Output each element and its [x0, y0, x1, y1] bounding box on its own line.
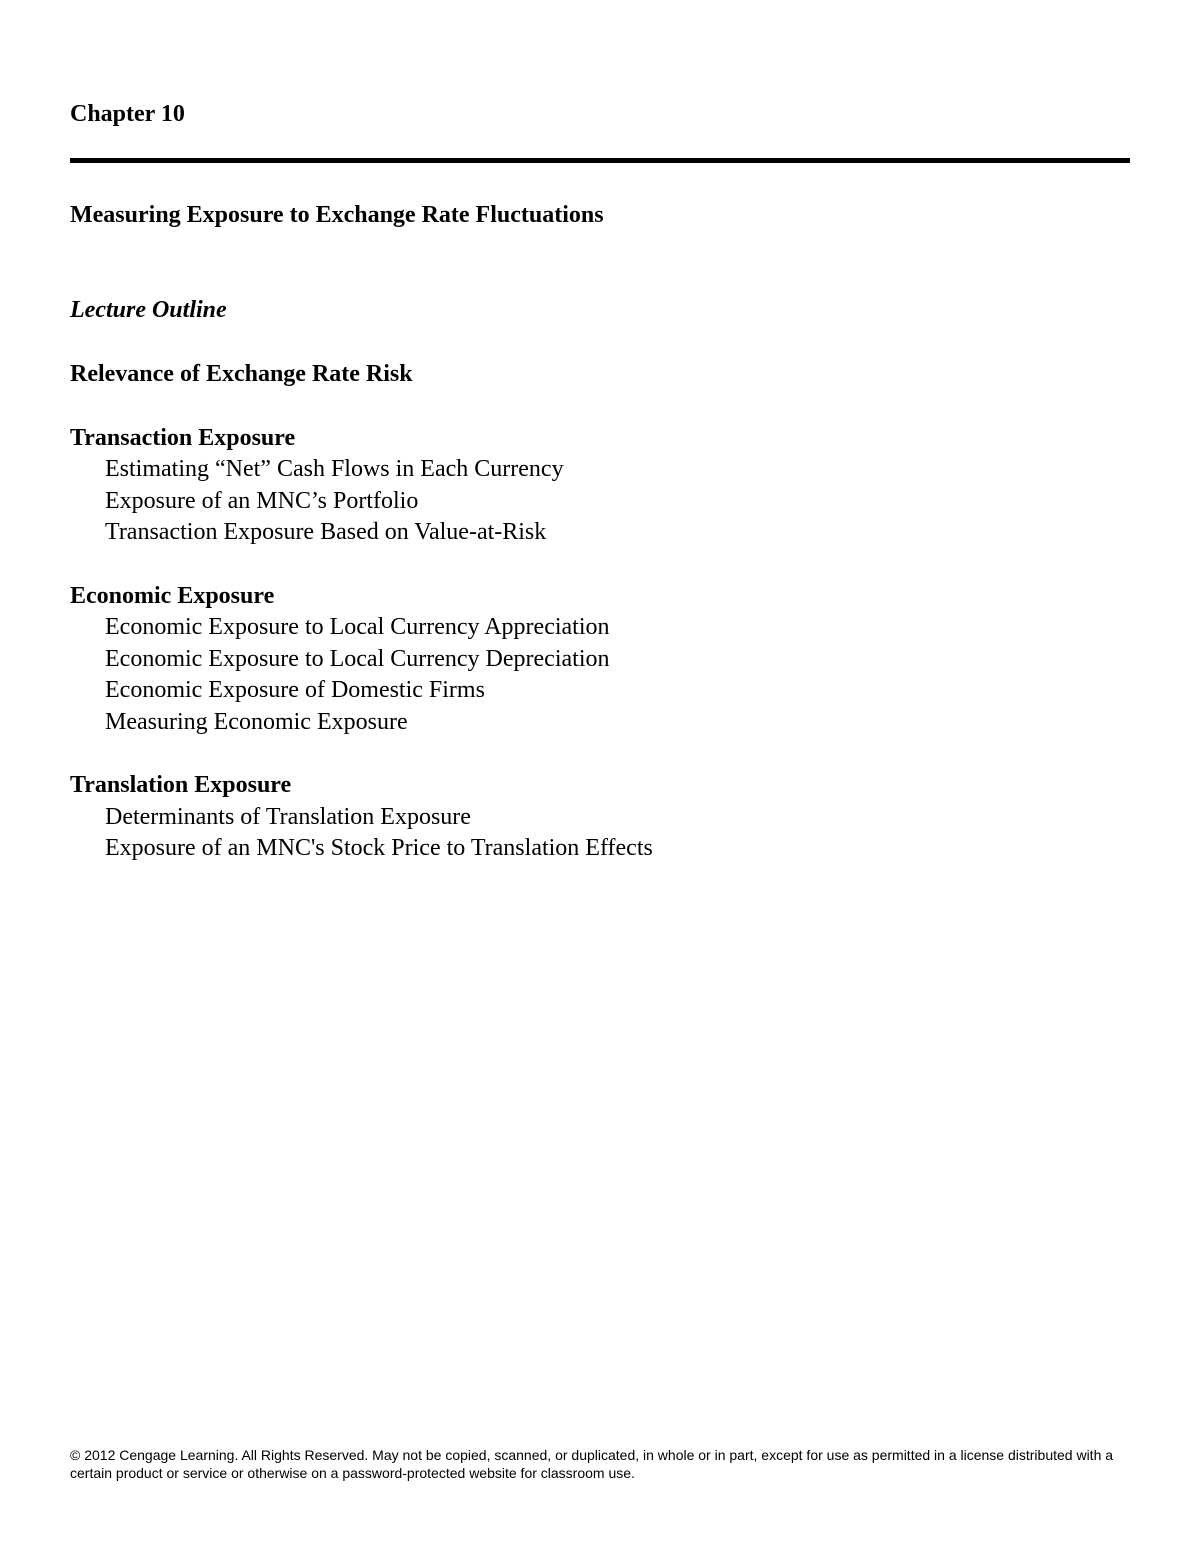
- section-title: Translation Exposure: [70, 772, 292, 798]
- outline-item: Economic Exposure to Local Currency Appreciation: [105, 614, 610, 640]
- outline-item: Transaction Exposure Based on Value-at-Risk: [105, 519, 547, 545]
- outline-section-transaction: [70, 423, 1130, 549]
- section-item-list: [70, 612, 1130, 738]
- chapter-divider: [70, 158, 1130, 163]
- outline-item: Economic Exposure to Local Currency Depreciation: [105, 645, 610, 672]
- outline-item: Economic Exposure of Domestic Firms: [105, 677, 485, 703]
- outline-item: Measuring Economic Exposure: [105, 708, 408, 735]
- section-title: Transaction Exposure: [70, 424, 296, 451]
- section-item-list: [70, 454, 1130, 549]
- lecture-outline: [70, 359, 1130, 897]
- outline-section-economic: [70, 581, 1130, 739]
- outline-item: Exposure of an MNC’s Portfolio: [105, 487, 419, 514]
- outline-item: Estimating “Net” Cash Flows in Each Currency: [105, 456, 564, 482]
- outline-item: Exposure of an MNC's Stock Price to Translation Effects: [105, 835, 653, 861]
- chapter-label: Chapter 10: [70, 101, 185, 127]
- outline-item: Determinants of Translation Exposure: [105, 803, 471, 830]
- copyright-footer: © 2012 Cengage Learning. All Rights Reserved. May not be copied, scanned, or duplicated, in whole or in part, except for use as permitted in a license distributed with a certain product or service or otherwise on a password-protected website for classroom use.: [70, 1447, 1114, 1481]
- chapter-title: Measuring Exposure to Exchange Rate Fluctuations: [70, 202, 604, 228]
- section-item-list: [70, 802, 1130, 865]
- outline-section-translation: [70, 770, 1130, 865]
- section-title: Economic Exposure: [70, 582, 275, 609]
- section-title: Relevance of Exchange Rate Risk: [70, 361, 413, 387]
- lecture-outline-heading: Lecture Outline: [70, 297, 227, 323]
- outline-section-relevance: [70, 359, 1130, 391]
